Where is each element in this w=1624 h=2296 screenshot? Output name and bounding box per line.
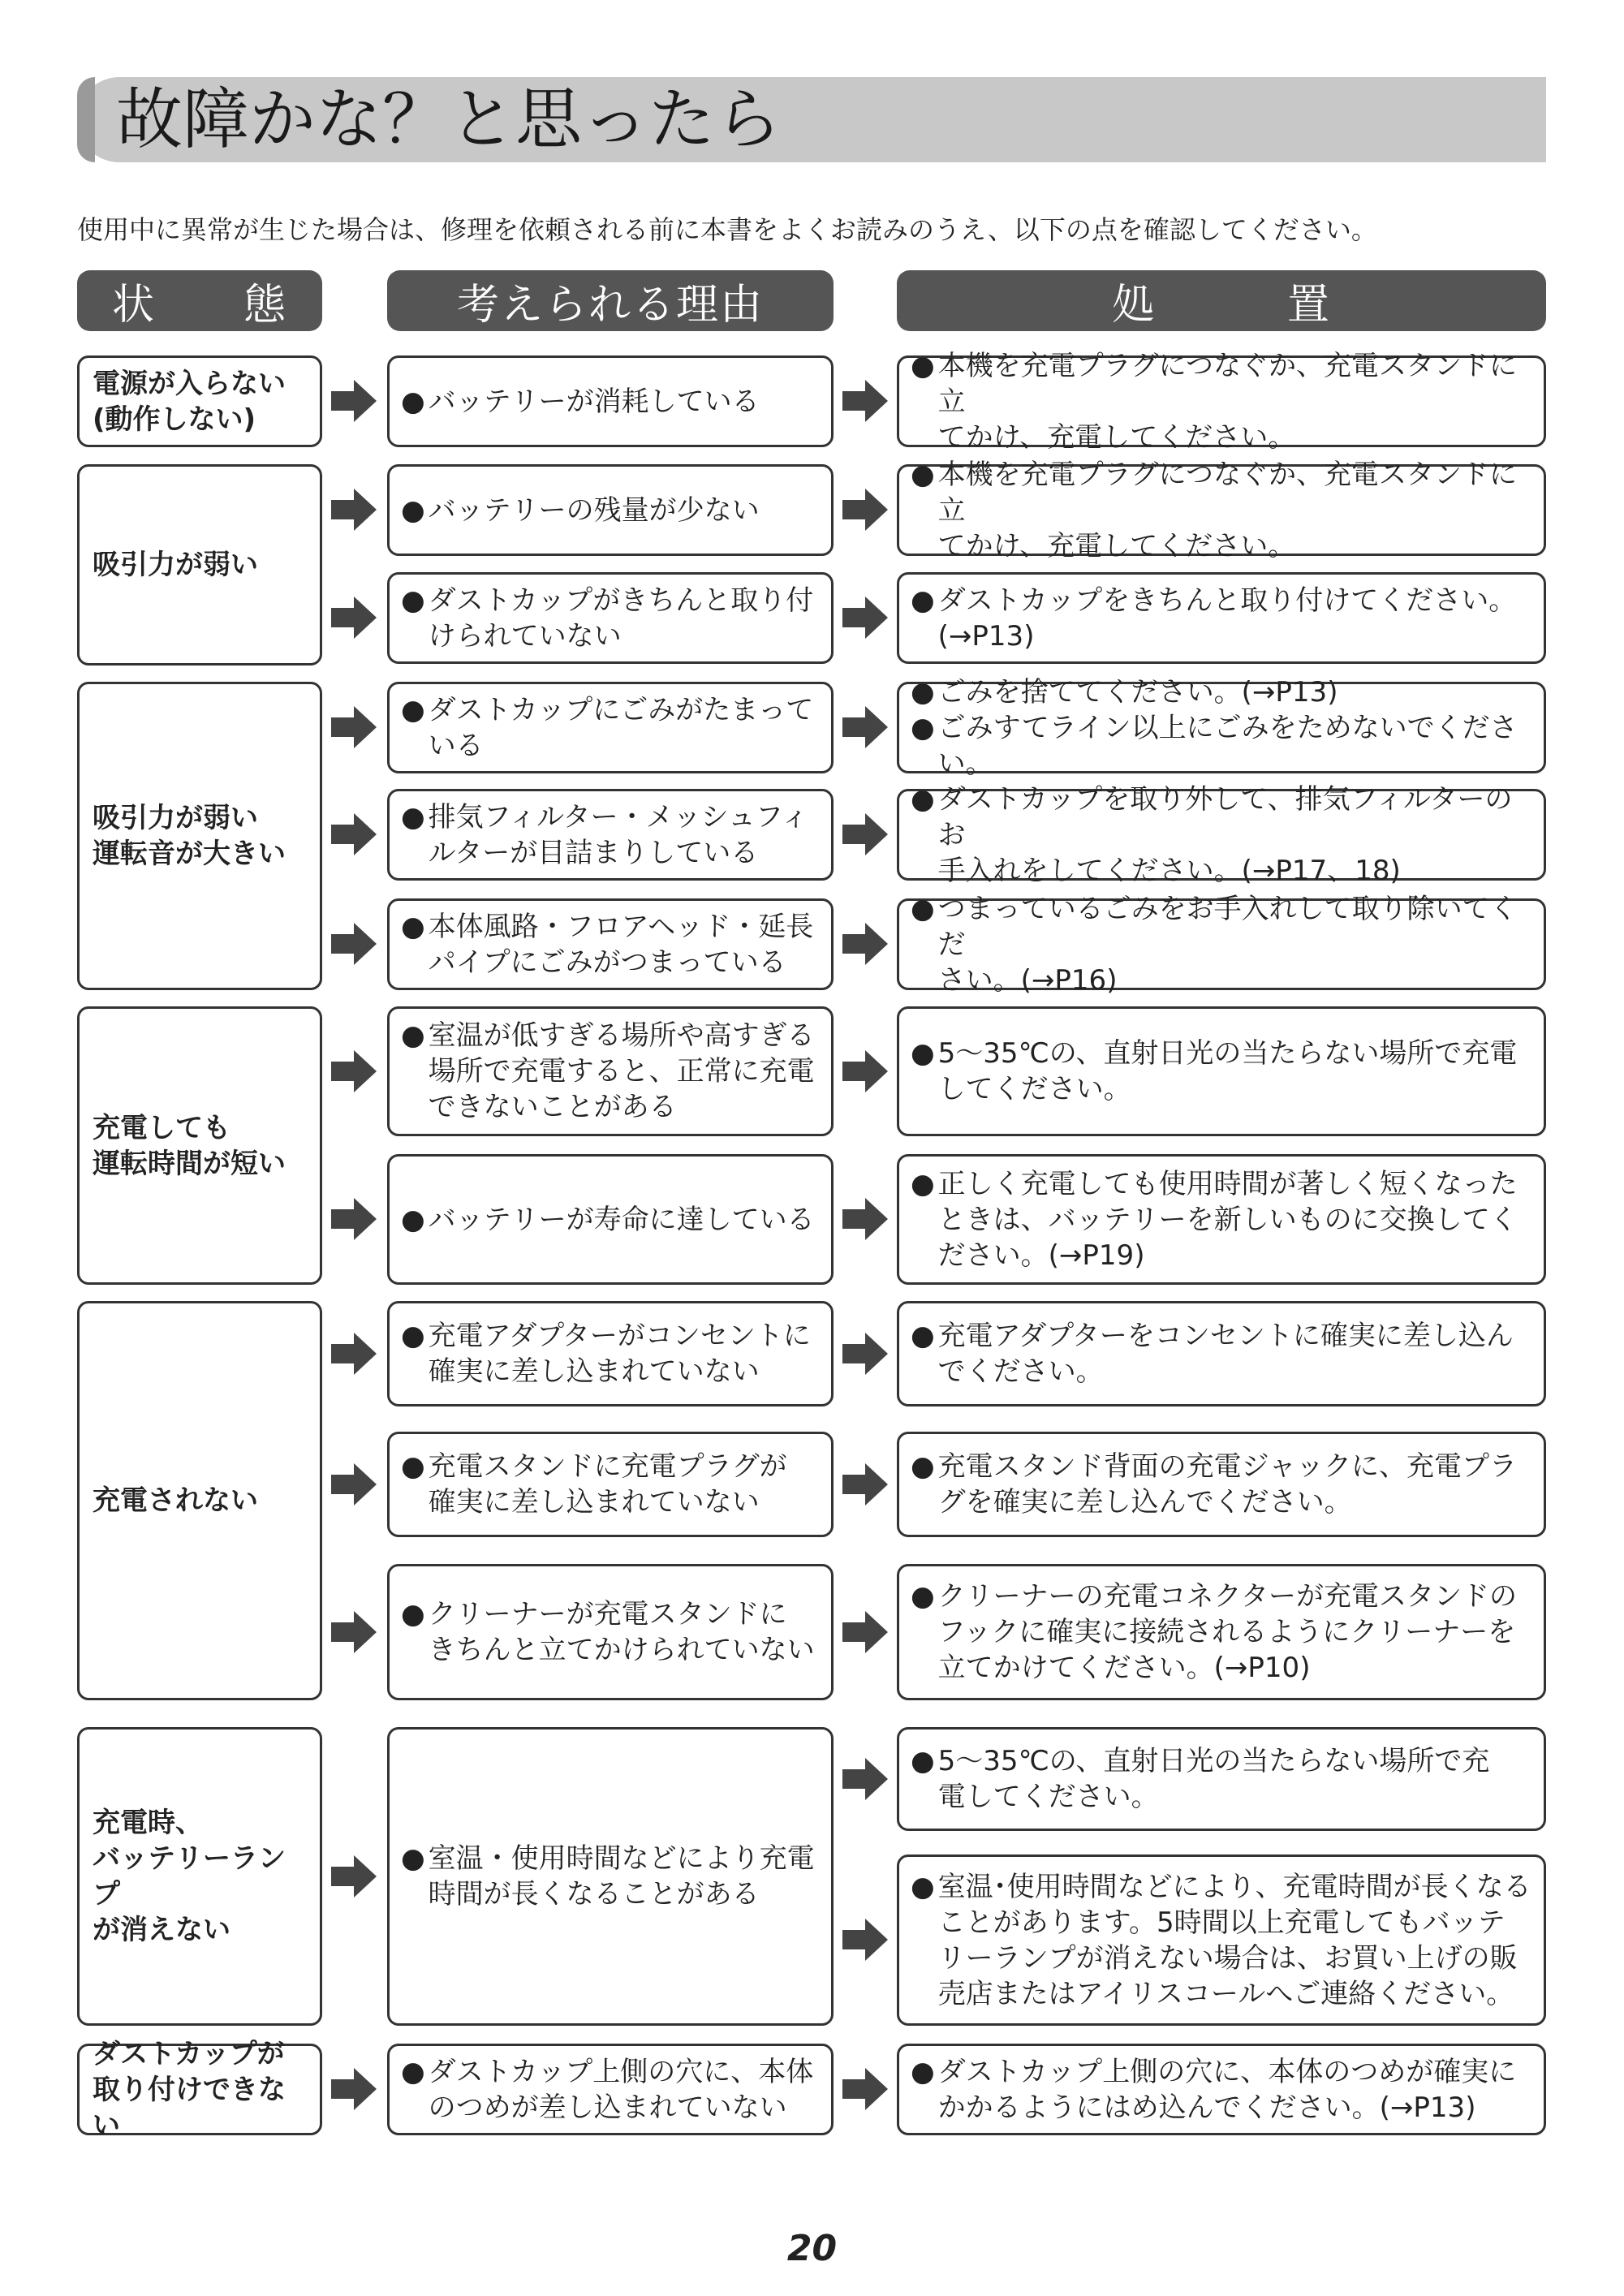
arrow-right-icon xyxy=(331,706,377,748)
bullet-icon: ● xyxy=(911,584,935,617)
page-title: 故障かな？と思ったら xyxy=(116,81,782,158)
remedy-box xyxy=(897,349,1546,454)
bullet-icon: ● xyxy=(401,1203,425,1236)
bullet-icon: ● xyxy=(401,1320,425,1352)
bullet-icon: ● xyxy=(911,1037,935,1070)
arrow-right-icon xyxy=(331,597,377,639)
arrow-right-icon xyxy=(842,1611,888,1653)
bullet-icon: ● xyxy=(911,675,935,709)
remedy-box xyxy=(897,458,1546,562)
bullet-icon: ● xyxy=(401,800,425,834)
reason-box xyxy=(387,1564,834,1700)
arrow-right-icon xyxy=(842,489,888,531)
remedy-text: ごみを捨ててください。(→P13) xyxy=(937,675,1338,709)
arrow-right-icon xyxy=(842,1050,888,1092)
remedy-text: ごみすてライン以上にごみをためないでください。 xyxy=(937,711,1518,780)
condition-text: ダストカップが 取り付けできない xyxy=(93,2037,286,2142)
arrow-right-icon xyxy=(842,1198,888,1240)
condition-text: 吸引力が弱い 運転音が大きい xyxy=(93,802,286,870)
reason-text: 室温が低すぎる場所や高すぎる 場所で充電すると、正常に充電 できないことがある xyxy=(428,1019,815,1123)
remedy-text: ダストカップをきちんと取り付けてください。 (→P13) xyxy=(937,584,1517,653)
bullet-icon: ● xyxy=(911,782,935,816)
arrow-right-icon xyxy=(842,706,888,748)
arrow-right-icon xyxy=(331,489,377,531)
remedy-text: 本機を充電プラグにつなぐか、充電スタンドに立 てかけ、充電してください。 xyxy=(937,458,1517,562)
condition-text: 電源が入らない (動作しない) xyxy=(93,367,286,436)
bullet-icon: ● xyxy=(911,1580,935,1613)
bullet-icon: ● xyxy=(911,2055,935,2088)
bullet-icon: ● xyxy=(401,1450,425,1483)
bullet-icon: ● xyxy=(911,458,935,491)
reason-text: バッテリーの残量が少ない xyxy=(428,493,760,527)
remedy-box xyxy=(897,1854,1546,2026)
condition-box xyxy=(77,2037,322,2142)
remedy-text: ダストカップ上側の穴に、本体のつめが確実に かかるようにはめ込んでください。(→P13) xyxy=(937,2055,1517,2124)
remedy-text: 本機を充電プラグにつなぐか、充電スタンドに立 てかけ、充電してください。 xyxy=(937,349,1517,454)
reason-box xyxy=(387,1727,834,2026)
condition-text: 充電されない xyxy=(93,1484,258,1517)
bullet-icon: ● xyxy=(911,1167,935,1200)
remedy-text: 5～35℃の、直射日光の当たらない場所で充電 してください。 xyxy=(937,1037,1518,1105)
header-condition: 状 態 xyxy=(77,270,322,331)
remedy-text: 充電スタンド背面の充電ジャックに、充電プラ グを確実に差し込んでください。 xyxy=(937,1450,1517,1518)
remedy-text: 室温･使用時間などにより、充電時間が長くなる ことがあります。5時間以上充電してもバッテ リーランプが消えない場合は、お買い上げの販 売店またはアイリスコールへご連絡ください。 xyxy=(937,1870,1531,2010)
reason-box xyxy=(387,572,834,664)
arrow-right-icon xyxy=(331,1855,377,1898)
reason-box xyxy=(387,1432,834,1537)
header-reason: 考えられる理由 xyxy=(387,270,834,331)
condition-box xyxy=(77,1727,322,2026)
arrow-right-icon xyxy=(331,1463,377,1506)
arrow-right-icon xyxy=(842,1463,888,1506)
remedy-box xyxy=(897,782,1546,887)
reason-text: バッテリーが寿命に達している xyxy=(428,1203,815,1236)
remedy-box xyxy=(897,1432,1546,1537)
arrow-right-icon xyxy=(842,1919,888,1961)
reason-text: 本体風路・フロアヘッド・延長 パイプにごみがつまっている xyxy=(428,910,814,979)
bullet-icon: ● xyxy=(401,385,425,418)
reason-box xyxy=(387,789,834,881)
remedy-text: つまっているごみをお手入れして取り除いてくだ さい。(→P16) xyxy=(937,892,1518,997)
arrow-right-icon xyxy=(842,923,888,965)
arrow-right-icon xyxy=(331,1333,377,1375)
arrow-right-icon xyxy=(842,1758,888,1800)
remedy-text: 正しく充電しても使用時間が著しく短くなった ときは、バッテリーを新しいものに交換してく ださい。(→P19) xyxy=(937,1167,1518,1272)
condition-text: 吸引力が弱い xyxy=(93,549,258,581)
remedy-box xyxy=(897,1154,1546,1285)
reason-text: ダストカップがきちんと取り付 けられていない xyxy=(428,584,814,653)
remedy-text: 充電アダプターをコンセントに確実に差し込ん でください。 xyxy=(937,1320,1514,1388)
remedy-box xyxy=(897,892,1546,997)
condition-text: 充電しても 運転時間が短い xyxy=(93,1111,286,1180)
remedy-box xyxy=(897,572,1546,664)
condition-box xyxy=(77,1301,322,1700)
remedy-text: ダストカップを取り外して、排気フィルターのお 手入れをしてください。(→P17、18) xyxy=(937,782,1513,887)
bullet-icon: ● xyxy=(911,1745,935,1777)
bullet-icon: ● xyxy=(401,584,425,617)
arrow-right-icon xyxy=(842,597,888,639)
arrow-right-icon xyxy=(331,2068,377,2110)
arrow-right-icon xyxy=(842,1333,888,1375)
condition-box xyxy=(77,682,322,990)
bullet-icon: ● xyxy=(401,1598,425,1630)
reason-box xyxy=(387,1154,834,1285)
arrow-right-icon xyxy=(331,1198,377,1240)
arrow-right-icon xyxy=(842,2068,888,2110)
remedy-box xyxy=(897,1727,1546,1831)
reason-box xyxy=(387,1301,834,1406)
bullet-icon: ● xyxy=(911,711,935,744)
bullet-icon: ● xyxy=(911,1320,935,1352)
remedy-text: クリーナーの充電コネクターが充電スタンドの フックに確実に接続されるようにクリーナーを 立てかけてください。(→P10) xyxy=(937,1580,1517,1684)
condition-text: 充電時、 バッテリーランプ が消えない xyxy=(93,1807,286,1946)
bullet-icon: ● xyxy=(401,1842,425,1875)
bullet-icon: ● xyxy=(401,693,425,726)
arrow-right-icon xyxy=(331,923,377,965)
bullet-icon: ● xyxy=(911,1450,935,1483)
reason-text: 充電アダプターがコンセントに 確実に差し込まれていない xyxy=(428,1320,811,1388)
arrow-right-icon xyxy=(331,1611,377,1653)
bullet-icon: ● xyxy=(401,1019,425,1052)
reason-text: バッテリーが消耗している xyxy=(428,385,760,418)
remedy-box xyxy=(897,1301,1546,1406)
bullet-icon: ● xyxy=(911,349,935,382)
reason-text: 室温・使用時間などにより充電 時間が長くなることがある xyxy=(428,1842,815,1910)
page-number: 20 xyxy=(786,2228,838,2269)
remedy-box xyxy=(897,1564,1546,1700)
reason-box xyxy=(387,682,834,773)
reason-text: ダストカップ上側の穴に、本体 のつめが差し込まれていない xyxy=(428,2055,814,2124)
remedy-box xyxy=(897,2044,1546,2135)
reason-text: 排気フィルター・メッシュフィ ルターが目詰まりしている xyxy=(428,800,809,869)
arrow-right-icon xyxy=(331,813,377,855)
condition-box xyxy=(77,464,322,666)
bullet-icon: ● xyxy=(911,1870,935,1903)
condition-box xyxy=(77,355,322,447)
arrow-right-icon xyxy=(331,1050,377,1092)
bullet-icon: ● xyxy=(401,910,425,943)
reason-text: 充電スタンドに充電プラグが 確実に差し込まれていない xyxy=(428,1450,787,1518)
reason-box xyxy=(387,355,834,447)
bullet-icon: ● xyxy=(401,493,425,527)
reason-box xyxy=(387,2044,834,2135)
intro-text: 使用中に異常が生じた場合は、修理を依頼される前に本書をよくお読みのうえ、以下の点を確認してください。 xyxy=(77,214,1377,245)
arrow-right-icon xyxy=(331,380,377,422)
arrow-right-icon xyxy=(842,380,888,422)
header-remedy: 処 置 xyxy=(897,270,1546,331)
remedy-box xyxy=(897,1006,1546,1136)
reason-box xyxy=(387,898,834,990)
bullet-icon: ● xyxy=(401,2055,425,2088)
arrow-right-icon xyxy=(842,813,888,855)
remedy-box xyxy=(897,675,1546,780)
reason-box xyxy=(387,464,834,556)
condition-box xyxy=(77,1006,322,1285)
bullet-icon: ● xyxy=(911,892,935,925)
reason-text: クリーナーが充電スタンドに きちんと立てかけられていない xyxy=(428,1598,815,1666)
reason-box xyxy=(387,1006,834,1136)
remedy-text: 5～35℃の、直射日光の当たらない場所で充 電してください。 xyxy=(937,1745,1490,1813)
title-bar xyxy=(77,77,1546,162)
reason-text: ダストカップにごみがたまって いる xyxy=(428,693,814,762)
